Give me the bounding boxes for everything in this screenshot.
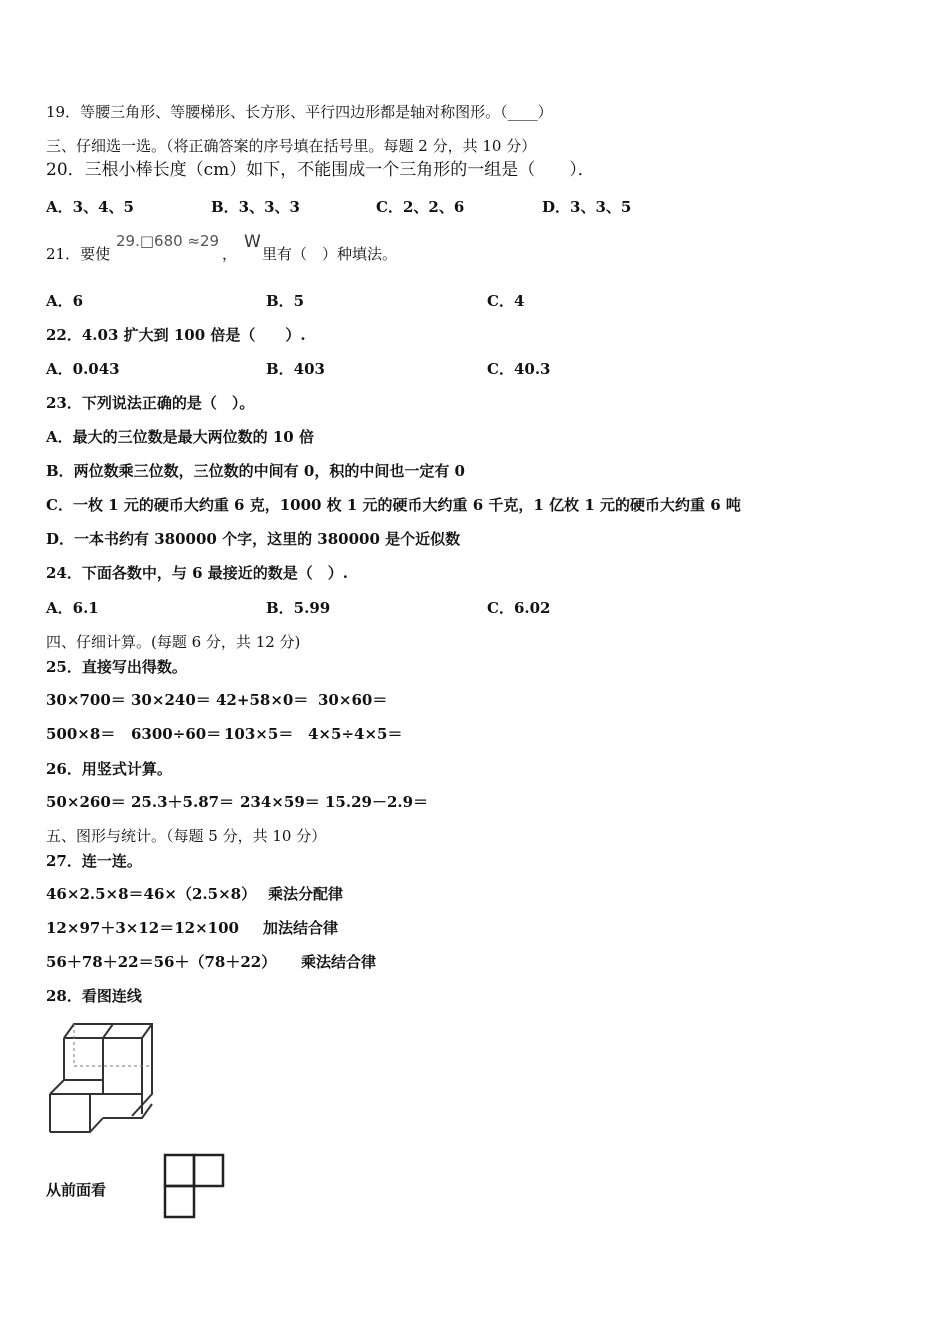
q21-option-c: C．4 xyxy=(487,292,525,310)
front-view-label: 从前面看 xyxy=(46,1181,107,1199)
q27-right-item: 加法结合律 xyxy=(263,919,339,937)
front-view-figure xyxy=(162,1152,226,1220)
question-22-stem: 22．4.03 扩大到 100 倍是（ ）. xyxy=(46,326,306,344)
question-25-stem: 25．直接写出得数。 xyxy=(46,658,187,676)
question-20-stem: 20．三根小棒长度（cm）如下，不能围成一个三角形的一组是（ ）． xyxy=(46,160,595,180)
q27-right-item: 乘法结合律 xyxy=(301,953,377,971)
section-5-heading: 五、图形与统计。（每题 5 分，共 10 分） xyxy=(46,827,327,845)
question-24-stem: 24．下面各数中，与 6 最接近的数是（ ）. xyxy=(46,564,348,582)
q22-option-b: B．403 xyxy=(266,360,325,378)
q27-right-item: 乘法分配律 xyxy=(268,885,344,903)
q20-option-d: D．3、3、5 xyxy=(542,198,632,216)
cube-solid-figure xyxy=(44,1018,158,1138)
q21-option-b: B．5 xyxy=(266,292,305,310)
q21-comma: ， xyxy=(222,245,238,263)
q25-item: 30×240＝ xyxy=(131,691,211,709)
q27-left-item: 12×97＋3×12＝12×100 xyxy=(46,919,239,937)
q20-option-c: C．2、2、6 xyxy=(376,198,465,216)
q26-item: 234×59＝ xyxy=(240,793,320,811)
q24-option-c: C．6.02 xyxy=(487,599,551,617)
q23-option-b: B．两位数乘三位数，三位数的中间有 0，积的中间也一定有 0 xyxy=(46,462,465,480)
question-21-prefix: 21．要使 xyxy=(46,245,111,263)
q21-symbol: W xyxy=(244,232,261,252)
q27-left-item: 56＋78＋22＝56＋（78＋22） xyxy=(46,953,277,971)
q21-option-a: A．6 xyxy=(46,292,84,310)
q20-option-a: A．3、4、5 xyxy=(46,198,134,216)
q25-item: 500×8＝ xyxy=(46,725,116,743)
q26-item: 50×260＝ xyxy=(46,793,126,811)
question-26-stem: 26．用竖式计算。 xyxy=(46,760,172,778)
question-27-stem: 27．连一连。 xyxy=(46,852,142,870)
q23-option-a: A．最大的三位数是最大两位数的 10 倍 xyxy=(46,428,314,446)
q23-option-d: D．一本书约有 380000 个字，这里的 380000 是个近似数 xyxy=(46,530,461,548)
q25-item: 30×700＝ xyxy=(46,691,126,709)
question-28-stem: 28．看图连线 xyxy=(46,987,142,1005)
q27-left-item: 46×2.5×8＝46×（2.5×8） xyxy=(46,885,257,903)
q21-approx-expression: 29.□680 ≈29 xyxy=(116,232,220,250)
q23-option-c: C．一枚 1 元的硬币大约重 6 克，1000 枚 1 元的硬币大约重 6 千克，1 亿枚 1 元的硬币大约重 6 吨 xyxy=(46,496,741,514)
q20-option-b: B．3、3、3 xyxy=(211,198,300,216)
question-23-stem: 23．下列说法正确的是（ ）。 xyxy=(46,394,255,412)
q21-suffix: 里有（ ）种填法。 xyxy=(262,245,398,263)
section-3-heading: 三、仔细选一选。（将正确答案的序号填在括号里。每题 2 分，共 10 分） xyxy=(46,137,537,155)
q25-item: 30×60＝ xyxy=(318,691,388,709)
section-4-heading: 四、仔细计算。(每题 6 分，共 12 分) xyxy=(46,633,301,651)
q26-item: 15.29－2.9＝ xyxy=(325,793,429,811)
question-19: 19．等腰三角形、等腰梯形、长方形、平行四边形都是轴对称图形。（____） xyxy=(46,103,553,121)
q25-item: 4×5÷4×5＝ xyxy=(308,725,403,743)
q22-option-c: C．40.3 xyxy=(487,360,551,378)
q24-option-a: A．6.1 xyxy=(46,599,99,617)
q25-item: 103×5＝ xyxy=(224,725,294,743)
q22-option-a: A．0.043 xyxy=(46,360,120,378)
q25-item: 6300÷60＝ xyxy=(131,725,222,743)
q25-item: 42+58×0＝ xyxy=(216,691,309,709)
q24-option-b: B．5.99 xyxy=(266,599,331,617)
q26-item: 25.3＋5.87＝ xyxy=(131,793,235,811)
